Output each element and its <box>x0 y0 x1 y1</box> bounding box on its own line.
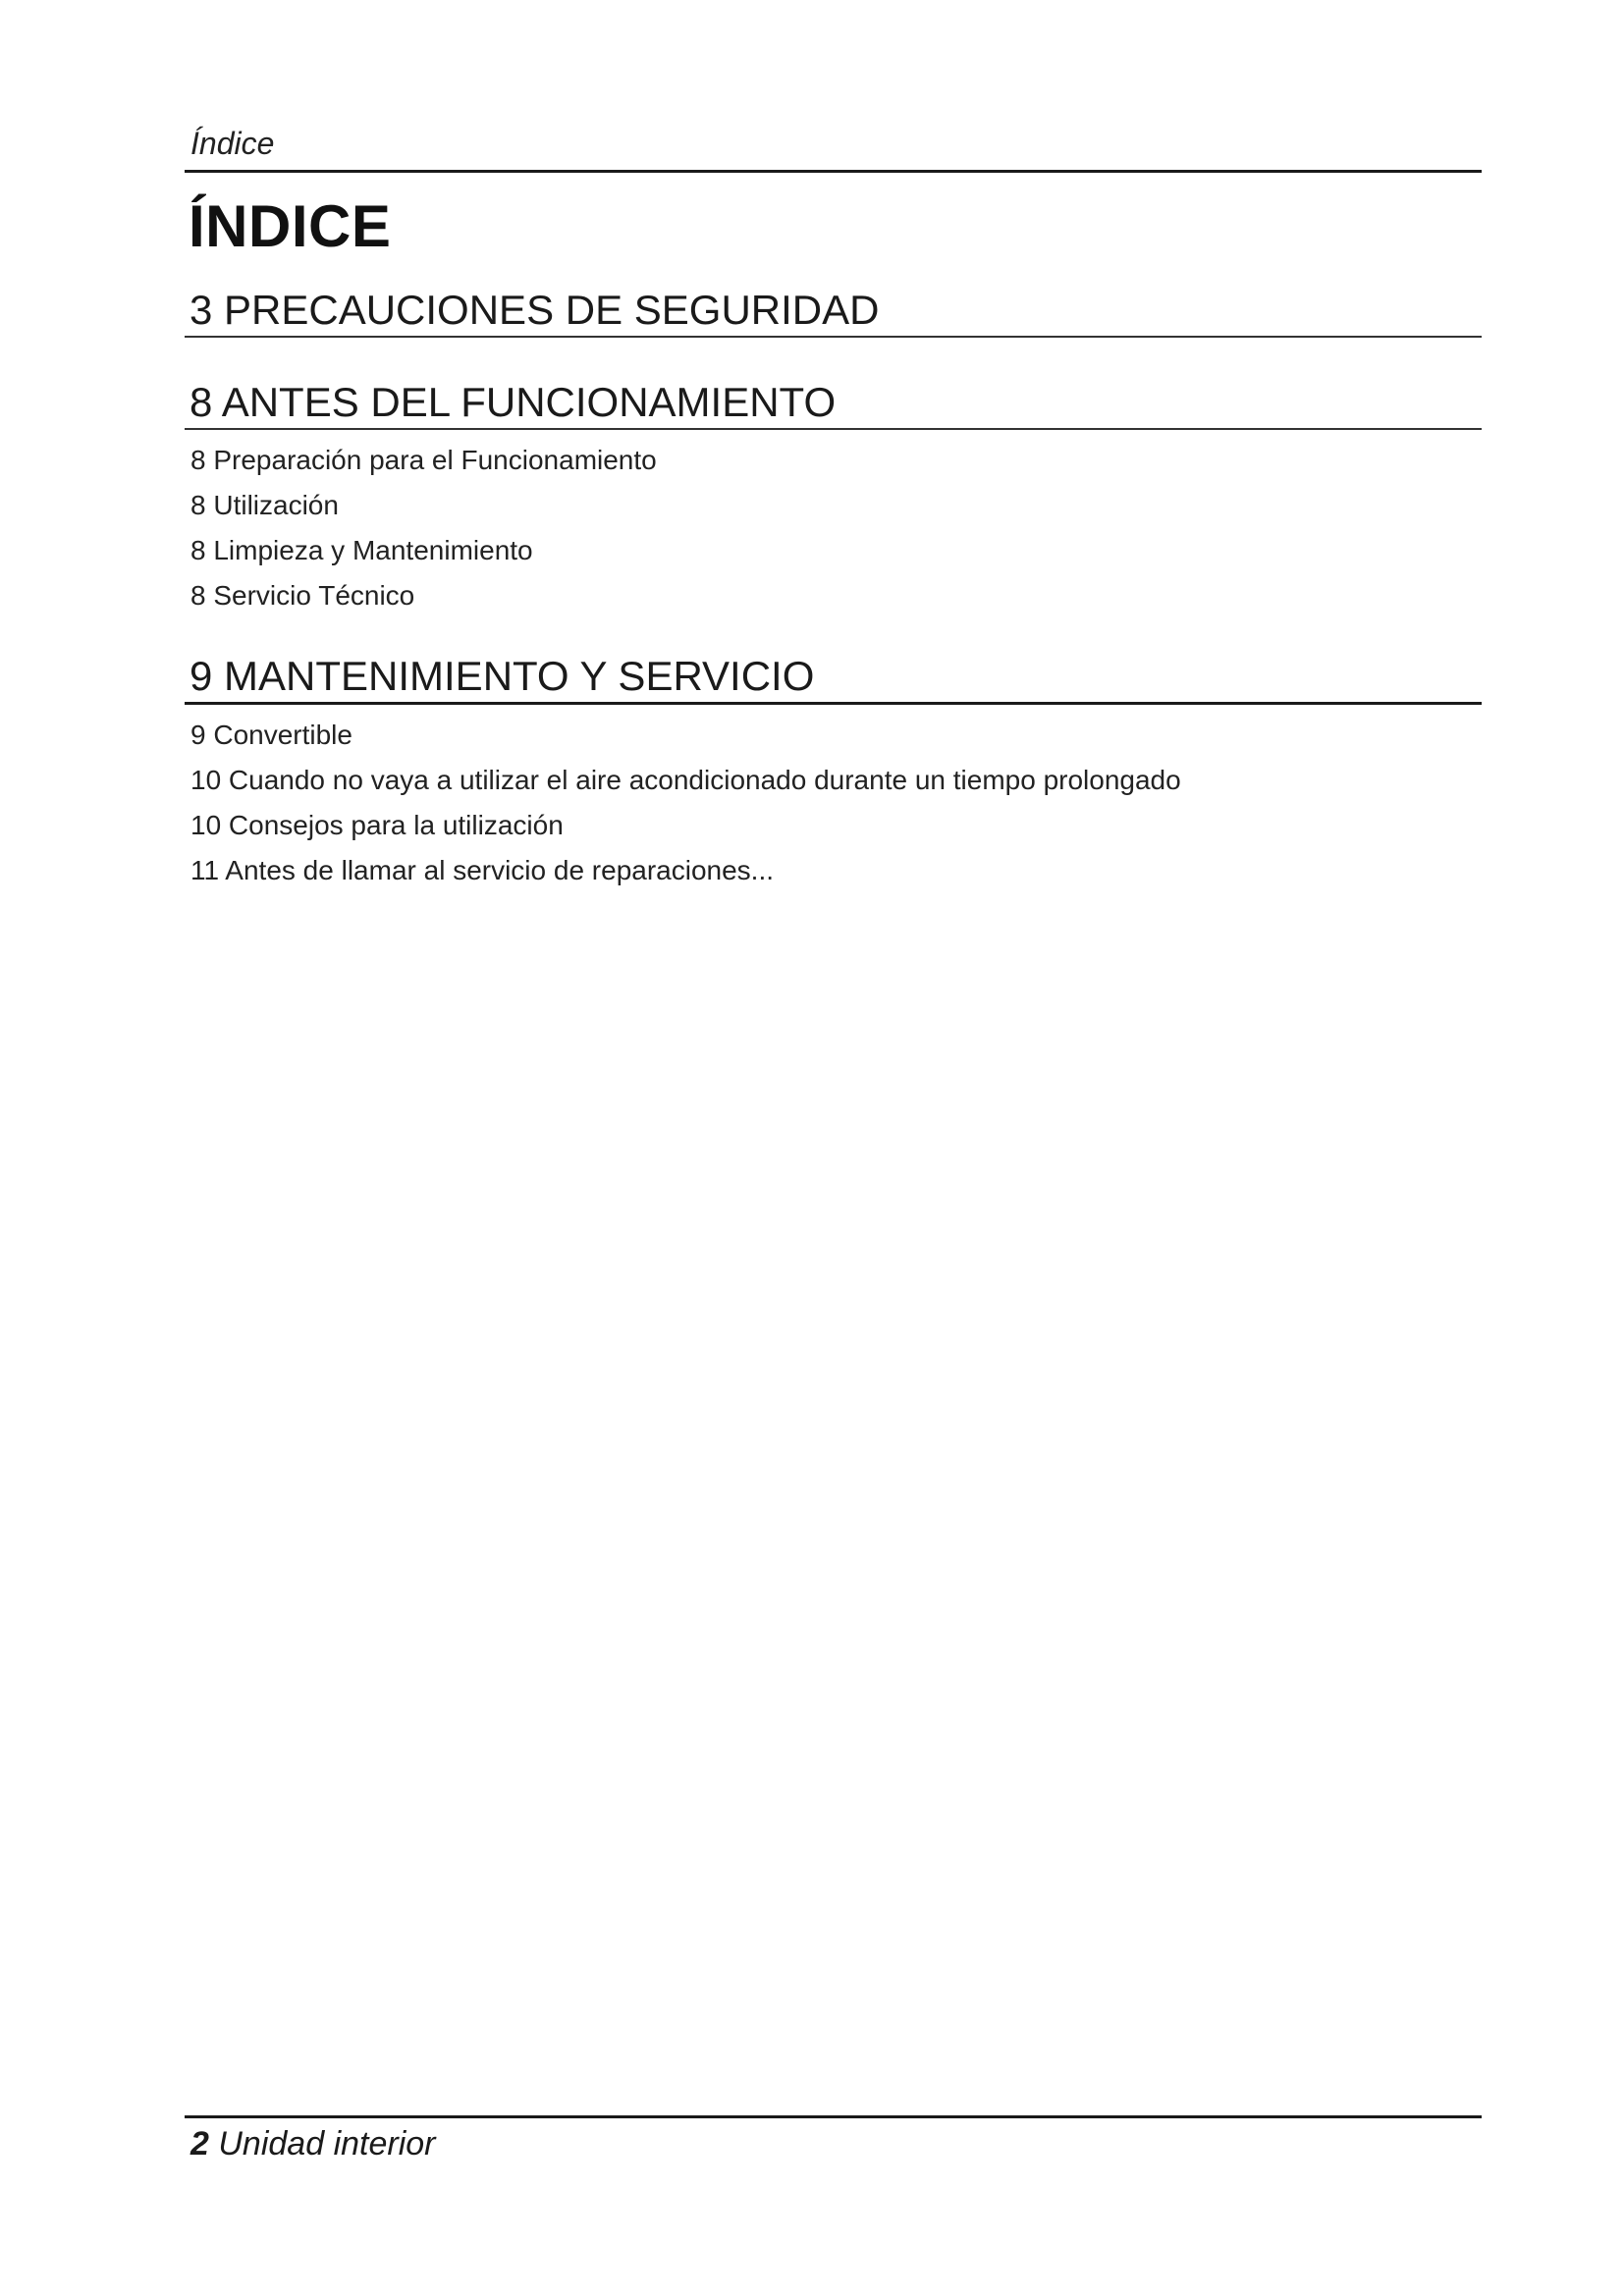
header-rule <box>185 170 1482 173</box>
page-footer <box>190 2123 436 2164</box>
toc-section-antes-funcionamiento <box>185 377 1482 618</box>
footer-rule <box>185 2115 1482 2118</box>
toc-item: 8 Limpieza y Mantenimiento <box>190 535 533 565</box>
running-head: Índice <box>190 126 275 161</box>
footer-label: Unidad interior <box>218 2125 436 2163</box>
toc-item: 10 Cuando no vaya a utilizar el aire acondicionado durante un tiempo prolongado <box>190 765 1181 795</box>
page-title: ÍNDICE <box>189 193 392 259</box>
toc-item-list <box>185 438 1482 618</box>
toc-item: 10 Consejos para la utilización <box>190 810 564 840</box>
toc-item: 8 Utilización <box>190 490 339 520</box>
toc-item: 8 Servicio Técnico <box>190 580 415 611</box>
toc-section-precauciones <box>185 285 1482 338</box>
section-title: 8 ANTES DEL FUNCIONAMIENTO <box>185 377 1482 430</box>
toc-item: 11 Antes de llamar al servicio de reparaciones... <box>190 855 775 885</box>
section-title: 9 MANTENIMIENTO Y SERVICIO <box>185 651 1482 705</box>
toc-item: 8 Preparación para el Funcionamiento <box>190 445 657 475</box>
toc-section-mantenimiento <box>185 651 1482 893</box>
document-page <box>185 0 1482 2296</box>
toc-item-list <box>185 713 1482 893</box>
section-title: 3 PRECAUCIONES DE SEGURIDAD <box>185 285 1482 338</box>
page-number: 2 <box>190 2125 209 2163</box>
toc-item: 9 Convertible <box>190 720 352 750</box>
